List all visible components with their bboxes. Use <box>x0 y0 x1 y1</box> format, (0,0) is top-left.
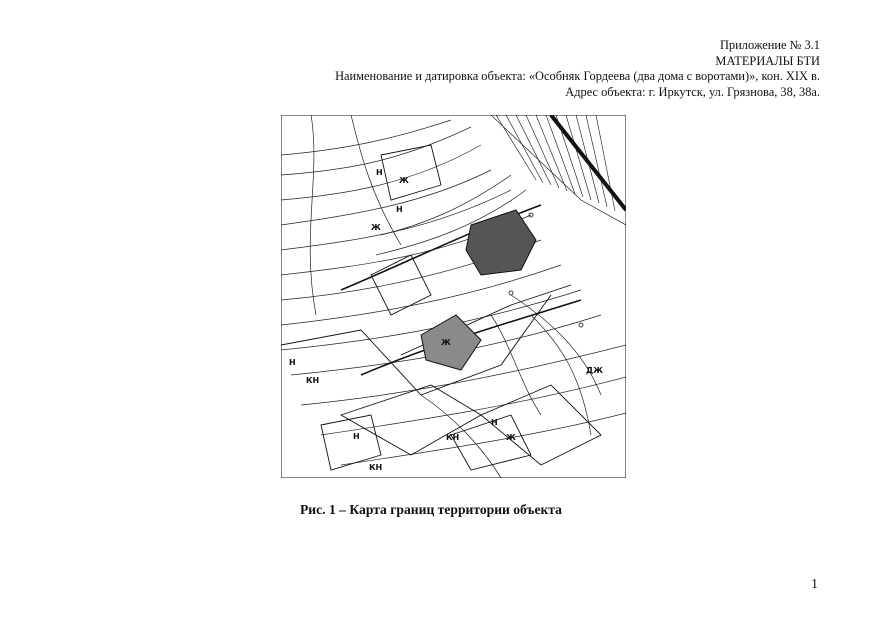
page-number: 1 <box>811 577 818 592</box>
map-label-kn-1: КН <box>306 376 320 385</box>
map-label-n-5: Н <box>491 418 498 427</box>
appendix-number: Приложение № 3.1 <box>719 38 820 52</box>
map-label-n-2: Н <box>396 205 403 214</box>
map-label-n-4: Н <box>353 432 360 441</box>
map-label-n-1: Н <box>376 168 383 177</box>
map-label-dzh: ДЖ <box>586 366 603 375</box>
map-label-n-3: Н <box>289 358 296 367</box>
map-label-zh-4: Ж <box>506 433 516 442</box>
document-header <box>335 38 820 100</box>
object-name: Наименование и датировка объекта: «Особняк Гордеева (два дома с воротами)», кон. XIX в. <box>335 69 820 83</box>
map-label-zh-3: Ж <box>441 338 451 347</box>
map-label-zh-2: Ж <box>371 223 381 232</box>
map-label-kn-2: КН <box>369 463 383 472</box>
map-label-zh-1: Ж <box>399 176 409 185</box>
object-address: Адрес объекта: г. Иркутск, ул. Грязнова, 38, 38а. <box>565 84 820 99</box>
territory-map <box>281 115 626 478</box>
materials-title: МАТЕРИАЛЫ БТИ <box>715 53 820 68</box>
map-label-kn-3: КН <box>446 433 460 442</box>
figure-caption: Рис. 1 – Карта границ территории объекта <box>300 502 562 517</box>
